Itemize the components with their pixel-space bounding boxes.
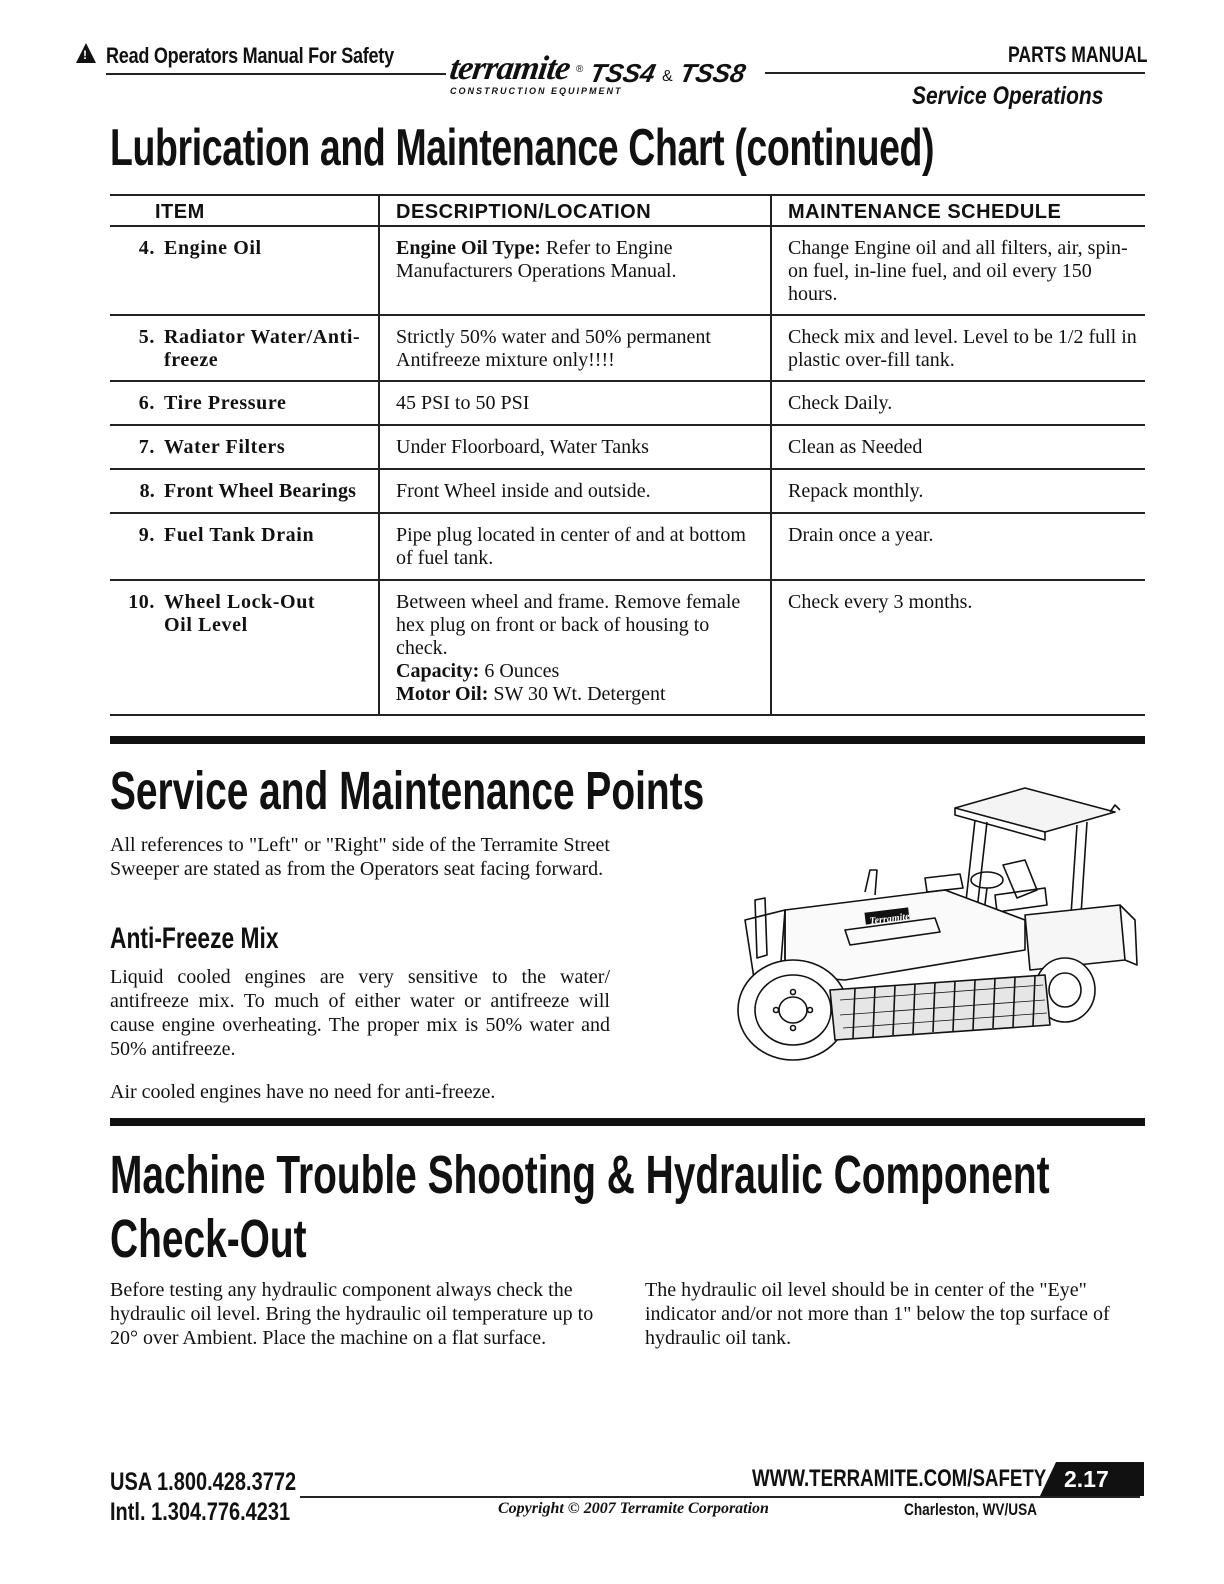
- schedule-text: Change Engine oil and all filters, air, spin-on fuel, in-line fuel, and oil every 150 hours.: [771, 226, 1145, 315]
- location: Charleston, WV/USA: [904, 1500, 1037, 1519]
- capacity-value: 6 Ounces: [479, 660, 560, 682]
- description-text: Under Floorboard, Water Tanks: [379, 425, 771, 469]
- description-text: Strictly 50% water and 50% permanent Antifreeze mixture only!!!!: [379, 315, 771, 381]
- footer-rule: [300, 1496, 1140, 1498]
- anti-freeze-subtitle: Anti-Freeze Mix: [110, 922, 279, 955]
- item-number: 9.: [138, 524, 155, 546]
- page-number: 2.17: [1064, 1466, 1109, 1492]
- table-header-row: [110, 195, 1145, 226]
- item-name: Front Wheel Bearings: [164, 480, 357, 502]
- model-ampersand: &: [662, 68, 673, 85]
- safety-notice: Read Operators Manual For Safety: [106, 43, 394, 68]
- description-text: Refer to Engine Manufacturers Operations Manual.: [396, 237, 677, 282]
- section-divider: [110, 1118, 1145, 1126]
- warning-icon: !: [76, 43, 96, 63]
- phone-intl: Intl. 1.304.776.4231: [110, 1498, 291, 1526]
- registered-mark: ®: [576, 64, 584, 75]
- air-cooled-paragraph: Air cooled engines have no need for anti-freeze.: [110, 1081, 496, 1103]
- machine-decal-text: Terramite: [868, 911, 911, 928]
- header-rule-left: [106, 73, 446, 75]
- schedule-text: Clean as Needed: [771, 425, 1145, 469]
- table-row: [110, 381, 1145, 425]
- item-number: 4.: [138, 237, 155, 259]
- schedule-text: Check Daily.: [771, 381, 1145, 425]
- motor-oil-value: SW 30 Wt. Detergent: [488, 683, 666, 705]
- description-label: Engine Oil Type:: [396, 237, 541, 259]
- item-number: 10.: [128, 591, 155, 613]
- lubrication-table: [110, 194, 1145, 716]
- schedule-text: Check mix and level. Level to be 1/2 full in plastic over-fill tank.: [771, 315, 1145, 381]
- item-number: 7.: [138, 436, 155, 458]
- street-sweeper-illustration: [725, 770, 1145, 1070]
- service-intro: All references to "Left" or "Right" side of the Terramite Street Sweeper are stated as from the Operators seat facing forward.: [110, 834, 610, 880]
- item-number: 5.: [138, 326, 155, 348]
- item-name-line2: Oil Level: [164, 614, 248, 636]
- trouble-title-line2: Check-Out: [110, 1209, 307, 1269]
- trouble-title-line1: Machine Trouble Shooting & Hydraulic Component: [110, 1145, 1050, 1205]
- item-name: Engine Oil: [164, 237, 262, 259]
- item-name: Fuel Tank Drain: [164, 524, 315, 546]
- website-link[interactable]: WWW.TERRAMITE.COM/SAFETY: [752, 1465, 1047, 1492]
- phone-usa: USA 1.800.428.3772: [110, 1468, 297, 1496]
- column-header-item: ITEM: [110, 195, 379, 226]
- brand-tagline: CONSTRUCTION EQUIPMENT: [450, 86, 623, 96]
- item-name: Radiator Water/Anti-freeze: [164, 326, 361, 371]
- table-row: [110, 425, 1145, 469]
- capacity-label: Capacity:: [396, 660, 480, 682]
- anti-freeze-paragraph: Liquid cooled engines are very sensitive to the water/ antifreeze mix. To much of either water or antifreeze will cause engine overheating. The proper mix is 50% water and 50% antifreeze.: [110, 966, 610, 1060]
- item-name: Wheel Lock-Out: [164, 591, 316, 613]
- section-label: Service Operations: [912, 82, 1104, 110]
- table-row: [110, 469, 1145, 513]
- brand-name: terramite: [447, 50, 573, 87]
- copyright: Copyright © 2007 Terramite Corporation: [498, 1500, 769, 1517]
- motor-oil-label: Motor Oil:: [396, 683, 489, 705]
- header-rule-right: [765, 72, 1145, 74]
- parts-manual-label: PARTS MANUAL: [1008, 42, 1148, 67]
- model-tss4-logo: TSS4: [586, 58, 659, 88]
- column-header-description: DESCRIPTION/LOCATION: [379, 195, 771, 226]
- model-tss8-logo: TSS8: [676, 58, 749, 88]
- description-text: 45 PSI to 50 PSI: [379, 381, 771, 425]
- table-row: [110, 226, 1145, 315]
- trouble-right-paragraph: The hydraulic oil level should be in center of the "Eye" indicator and/or not more than 1" below the top surface of hydraulic oil tank.: [645, 1279, 1110, 1349]
- item-number: 6.: [138, 392, 155, 414]
- section-divider: [110, 736, 1145, 744]
- description-text: Pipe plug located in center of and at bottom of fuel tank.: [379, 513, 771, 580]
- item-number: 8.: [139, 480, 155, 502]
- item-name: Tire Pressure: [164, 392, 287, 414]
- schedule-text: Check every 3 months.: [771, 580, 1145, 715]
- lubrication-title: Lubrication and Maintenance Chart (continued): [110, 119, 935, 177]
- trouble-left-paragraph: Before testing any hydraulic component always check the hydraulic oil level. Bring the hydraulic oil temperature up to 20° over Ambient. Place the machine on a flat surface.: [110, 1279, 594, 1349]
- service-title: Service and Maintenance Points: [110, 761, 705, 821]
- description-text: Front Wheel inside and outside.: [379, 469, 771, 513]
- column-header-schedule: MAINTENANCE SCHEDULE: [771, 195, 1145, 226]
- schedule-text: Repack monthly.: [771, 469, 1145, 513]
- table-row: [110, 513, 1145, 580]
- item-name: Water Filters: [164, 436, 286, 458]
- brand-logo: [447, 50, 770, 100]
- description-text: Between wheel and frame. Remove female hex plug on front or back of housing to check.: [396, 591, 741, 659]
- table-row: [110, 315, 1145, 381]
- schedule-text: Drain once a year.: [771, 513, 1145, 580]
- table-row: [110, 580, 1145, 715]
